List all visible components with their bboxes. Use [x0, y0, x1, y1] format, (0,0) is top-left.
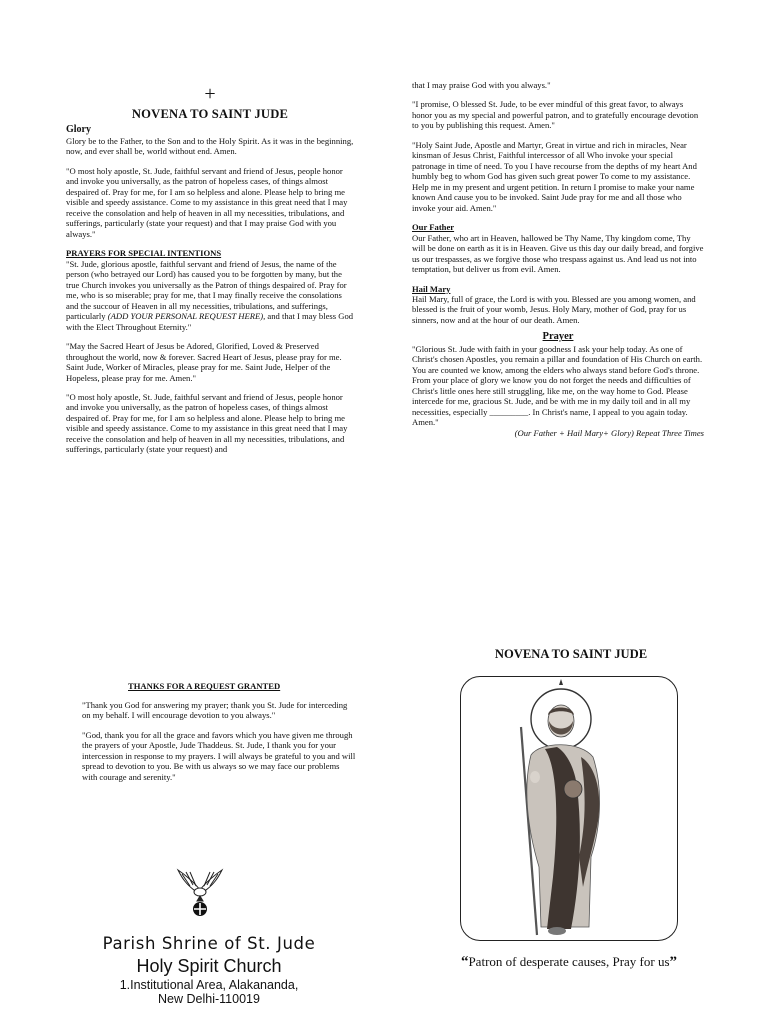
special-intentions-heading: PRAYERS FOR SPECIAL INTENTIONS: [66, 248, 222, 259]
tagline-open-quote: “: [460, 954, 469, 970]
holy-apostle-paragraph-repeat: "O most holy apostle, St. Jude, faithful servant and friend of Jesus, people honor and invoke you universally, as the patron of hopeless cases, of things almost despaired of. Pray for me, for I am so helpless and alone. Please help to bring me visible and speedy assistance. Come to my assistance in this great need that I may receive the consolation and help of heaven in all my necessities, tribulations, and sufferings, particularly (state your request) and: [66, 392, 348, 455]
hail-mary-heading: Hail Mary: [412, 283, 451, 294]
right-column: [412, 80, 704, 438]
glory-heading: Glory: [66, 124, 91, 135]
repeat-instruction: (Our Father + Hail Mary+ Glory) Repeat Three Times: [514, 427, 704, 438]
holy-spirit-dove-icon: [176, 864, 224, 918]
personal-request-emphasis: (ADD YOUR PERSONAL REQUEST HERE),: [107, 311, 266, 322]
parish-shrine-name: Parish Shrine of St. Jude: [102, 934, 316, 953]
cross-symbol: +: [204, 83, 216, 105]
patron-tagline: [455, 954, 683, 971]
holy-apostle-paragraph: "O most holy apostle, St. Jude, faithful servant and friend of Jesus, people honor and invoke you universally, as the patron of hopeless cases, of things almost despaired of. Pray for me, for I am so helpless and alone. Please help to bring me visible and speedy assistance. Come to my assistance in this great need that I may receive the consolation and help of heaven in all my necessities, tribulations, and sufferings, particularly (state your request) and that I may praise God with you always.": [66, 165, 348, 239]
special-intentions-text: [66, 259, 354, 332]
sacred-heart-paragraph: "May the Sacred Heart of Jesus be Adored, Glorified, Loved & Preserved throughout the world, now & forever. Sacred Heart of Jesus, please pray for me. Saint Jude, Worker of Miracles, please pray for me. Saint Jude, Helper of the Hopeless, please pray for me. Amen.": [66, 341, 342, 383]
thanks-paragraph-1: "Thank you God for answering my prayer; thank you St. Jude for interceding on my behalf. I will encourage devotion to you always.": [82, 700, 348, 721]
left-column: [66, 124, 354, 455]
special-intentions-text-start: "St. Jude, glorious apostle, faithful servant and friend of Jesus, the name of the person (who betrayed our Lord) has caused you to be forgotten by many, but the true Church invokes you universally as the Patron of things despaired of. Pray for me, who is so miserable; pray for me, that I may finally receive the consolations and the succour of Heaven in all my necessities, tribulations, and sufferings, particularly: [66, 258, 347, 322]
church-address: [96, 978, 322, 1007]
promise-paragraph: "I promise, O blessed St. Jude, to be ever mindful of this great favor, to always honor you as my special and powerful patron, and to gratefully encourage devotion to you by publishing this request. Amen.": [412, 99, 699, 131]
glory-text: Glory be to the Father, to the Son and to the Holy Spirit. As it was in the beginning, now, and ever shall be, world without end. Amen.: [66, 136, 354, 157]
tagline-close-quote: ”: [669, 954, 678, 970]
thanks-paragraph-2: "God, thank you for all the grace and favors which you have given me through the prayers of your Apostle, Jude Thaddeus. St. Jude, I thank you for your intercession in response to my prayers. I will always be grateful to you and will spread to devotion to you. Be with us always so we may face our problems with courage and serenity.": [82, 729, 356, 782]
special-intentions-text-end: and that I may bless God with the Elect Throughout Eternity.": [66, 311, 354, 332]
tagline-text: Patron of desperate causes, Pray for us: [468, 954, 670, 969]
cover-title: NOVENA TO SAINT JUDE: [494, 647, 648, 661]
hail-mary-text: Hail Mary, full of grace, the Lord is with you. Blessed are you among women, and blessed is the fruit of your womb, Jesus. Holy Mary, mother of God, pray for us sinners, now and at the hour of our death. Amen.: [412, 293, 696, 325]
thanks-section: [82, 700, 356, 782]
praise-continuation: that I may praise God with you always.": [412, 80, 551, 90]
address-line-2: New Delhi-110019: [158, 992, 260, 1007]
address-line-1: 1.Institutional Area, Alakananda,: [119, 978, 299, 992]
saint-jude-illustration: [461, 677, 676, 939]
our-father-text: Our Father, who art in Heaven, hallowed be Thy Name, Thy kingdom come, Thy will be done on earth as it is in Heaven. Give us this day our daily bread, and forgive us our trespasses, as we forgive those who trespass against us. And lead us not into temptation, but deliver us from evil. Amen.: [412, 232, 704, 275]
church-name: Holy Spirit Church: [136, 956, 282, 976]
thanks-heading: THANKS FOR A REQUEST GRANTED: [128, 681, 281, 691]
holy-saint-jude-paragraph: "Holy Saint Jude, Apostle and Martyr, Great in virtue and rich in miracles, Near kinsman of Jesus Christ, Faithful intercessor of all Who invoke your special patronage in time of need. To you I have recourse from the depths of my heart And humbly beg to whom God has given such great power To come to my assistance. Help me in my present and urgent petition. In return I promise to make your name known And cause you to be invoked. Saint Jude pray for me and all those who invoke your aid. Amen.": [412, 139, 697, 213]
saint-jude-image-frame: [460, 676, 678, 941]
prayer-text: "Glorious St. Jude with faith in your goodness I ask your help today. As one of Christ's chosen Apostles, you remain a pillar and foundation of His Church on earth. You are counted we know, among the elders who always stand before God's throne. From your place of glory we know you do not forget the needs and difficulties of Christ's little ones here still struggling, like me, on the way home to God. Please intercede for me, gracious St. Jude, and be with me in my daily toil and in all my necessities, especially _________. In Christ's name, I appeal to you again today. Amen.": [412, 343, 703, 428]
novena-title: NOVENA TO SAINT JUDE: [131, 107, 289, 121]
our-father-heading: Our Father: [412, 222, 455, 233]
prayer-heading: Prayer: [542, 331, 574, 343]
